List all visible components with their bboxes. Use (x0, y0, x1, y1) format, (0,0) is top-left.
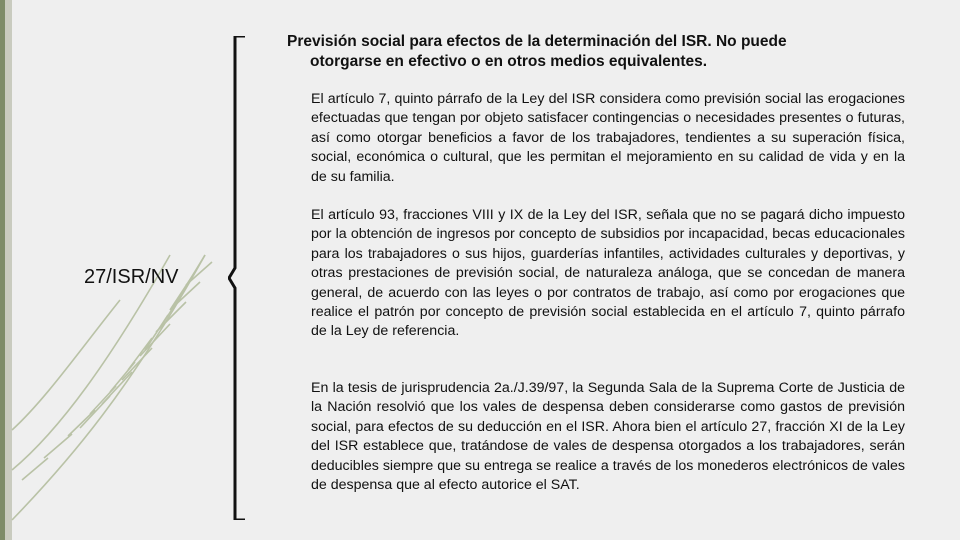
paragraph-jurisprudence: En la tesis de jurisprudencia 2a./J.39/97, la Segunda Sala de la Suprema Corte de Justicia de la Nación resolvió que los vales de despensa deben considerarse como gastos de previsión social, para efectos de su deducción en el ISR. Ahora bien el artículo 27, fracción XI de la Ley del ISR establece que, tratándose de vales de despensa otorgados a los trabajadores, serán deducibles siempre que su entrega se realice a través de los monederos electrónicos de vales de despensa que al efecto autorice el SAT. (311, 380, 905, 494)
paragraph-article-7: El artículo 7, quinto párrafo de la Ley del ISR considera como previsión social las erogaciones efectuadas que tengan por objeto satisfacer contingencias o necesidades presentes o futuras, así como otorgar beneficios a favor de los trabajadores, tendientes a su superación física, social, económica o cultural, que les permitan el mejoramiento en su calidad de vida y en la de su familia. (311, 91, 905, 185)
document-code-label: 27/ISR/NV (84, 266, 179, 288)
heading-line-2: otorgarse en efectivo o en otros medios equivalentes. (310, 53, 708, 70)
slide-heading (287, 32, 905, 72)
left-brace-bracket (228, 36, 246, 520)
paragraph-article-93: El artículo 93, fracciones VIII y IX de la Ley del ISR, señala que no se pagará dicho impuesto por la obtención de ingresos por concepto de subsidios por incapacidad, becas educacionales para los trabajadores o sus hijos, guarderías infantiles, actividades culturales y deportivas, y otras prestaciones de previsión social, de naturaleza análoga, que se concedan de manera general, de acuerdo con las leyes o por contratos de trabajo, así como por erogaciones que realice el patrón por concepto de previsión social establecida en el artículo 7, quinto párrafo de la Ley de referencia. (311, 207, 905, 340)
heading-line-1: Previsión social para efectos de la determinación del ISR. No puede (287, 33, 787, 50)
